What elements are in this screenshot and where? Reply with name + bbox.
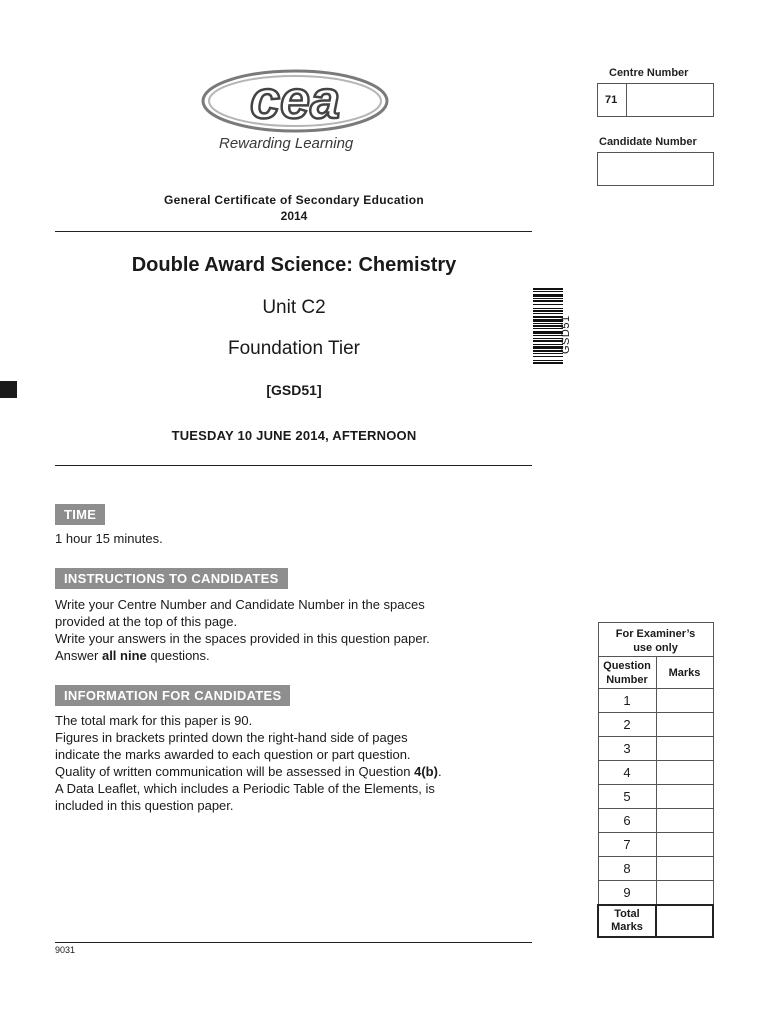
- column-header-line: Number: [606, 673, 648, 686]
- paper-tier: Foundation Tier: [227, 338, 361, 359]
- examiner-heading: [598, 623, 713, 657]
- centre-number-prefix: 71: [605, 94, 618, 106]
- question-number: 8: [598, 857, 656, 881]
- question-marks-cell[interactable]: [656, 881, 713, 905]
- question-row: [598, 881, 713, 905]
- question-marks-cell[interactable]: [656, 737, 713, 761]
- question-row: [598, 833, 713, 857]
- question-marks-cell[interactable]: [656, 761, 713, 785]
- time-text: 1 hour 15 minutes.: [55, 531, 163, 546]
- total-label-line: Marks: [611, 920, 643, 933]
- instruction-line: Write your Centre Number and Candidate Number in the spaces: [55, 597, 425, 612]
- information-emphasis: 4(b): [414, 764, 438, 779]
- information-line: A Data Leaflet, which includes a Periodic Table of the Elements, is: [55, 781, 435, 796]
- total-row: [598, 905, 713, 937]
- question-number: 6: [598, 809, 656, 833]
- question-row: [598, 713, 713, 737]
- question-number: 1: [598, 689, 656, 713]
- question-number: 7: [598, 833, 656, 857]
- information-line: included in this question paper.: [55, 798, 234, 813]
- question-row: [598, 857, 713, 881]
- exam-date: TUESDAY 10 JUNE 2014, AFTERNOON: [171, 428, 417, 443]
- information-heading: INFORMATION FOR CANDIDATES: [55, 685, 290, 706]
- question-row: [598, 809, 713, 833]
- question-number: 9: [598, 881, 656, 905]
- instructions-heading: INSTRUCTIONS TO CANDIDATES: [55, 568, 288, 589]
- information-text: Quality of written communication will be assessed in Question: [55, 764, 415, 779]
- instruction-text: Answer: [55, 648, 102, 663]
- examiner-heading-line: use only: [633, 642, 678, 654]
- total-label-line: Total: [614, 907, 640, 920]
- divider: [55, 231, 532, 232]
- question-row: [598, 689, 713, 713]
- instruction-emphasis: all nine: [101, 648, 147, 663]
- instruction-line: provided at the top of this page.: [55, 614, 238, 629]
- exam-year: 2014: [280, 209, 308, 223]
- instruction-text: questions.: [146, 648, 210, 663]
- question-marks-cell[interactable]: [656, 713, 713, 737]
- question-number: 3: [598, 737, 656, 761]
- centre-number-field[interactable]: [597, 83, 714, 117]
- information-line: The total mark for this paper is 90.: [55, 713, 253, 728]
- paper-reference-code: 9031: [55, 945, 76, 955]
- examiner-marks-table: [597, 622, 714, 938]
- paper-unit: Unit C2: [262, 297, 326, 318]
- cea-logo: [200, 68, 390, 134]
- information-line: Figures in brackets printed down the right-hand side of pages: [55, 730, 408, 745]
- information-line: indicate the marks awarded to each question or part question.: [55, 747, 411, 762]
- examiner-heading-line: For Examiner’s: [615, 628, 696, 640]
- barcode-label: GSD51: [560, 315, 572, 354]
- page-edge-marker: [0, 381, 17, 398]
- question-marks-cell[interactable]: [656, 689, 713, 713]
- instruction-line: Write your answers in the spaces provided in this question paper.: [55, 631, 430, 646]
- logo-wordmark: cea: [249, 70, 341, 130]
- time-heading: TIME: [55, 504, 105, 525]
- divider: [55, 942, 532, 943]
- column-header-line: Question: [603, 659, 651, 672]
- candidate-number-field[interactable]: [597, 152, 714, 186]
- question-marks-cell[interactable]: [656, 857, 713, 881]
- information-line: [55, 763, 535, 780]
- instruction-line: [55, 647, 525, 664]
- paper-title: Double Award Science: Chemistry: [131, 254, 457, 276]
- qualification-title: General Certificate of Secondary Education: [164, 193, 424, 207]
- question-rows: [598, 689, 713, 905]
- logo-tagline: Rewarding Learning: [219, 135, 354, 152]
- total-marks-cell[interactable]: [656, 905, 713, 937]
- candidate-number-label: Candidate Number: [599, 136, 697, 148]
- question-row: [598, 737, 713, 761]
- question-number-header: [598, 657, 656, 689]
- instructions-body: [55, 596, 525, 664]
- barcode: [533, 288, 563, 412]
- information-text: .: [437, 764, 442, 779]
- information-body: [55, 712, 535, 814]
- question-marks-cell[interactable]: [656, 833, 713, 857]
- divider: [55, 465, 532, 466]
- paper-code: [GSD51]: [266, 382, 322, 398]
- total-marks-label: [598, 905, 656, 937]
- marks-header: Marks: [656, 657, 713, 689]
- centre-number-label: Centre Number: [609, 67, 689, 79]
- question-number: 2: [598, 713, 656, 737]
- question-number: 5: [598, 785, 656, 809]
- question-row: [598, 761, 713, 785]
- question-marks-cell[interactable]: [656, 809, 713, 833]
- question-row: [598, 785, 713, 809]
- question-number: 4: [598, 761, 656, 785]
- question-marks-cell[interactable]: [656, 785, 713, 809]
